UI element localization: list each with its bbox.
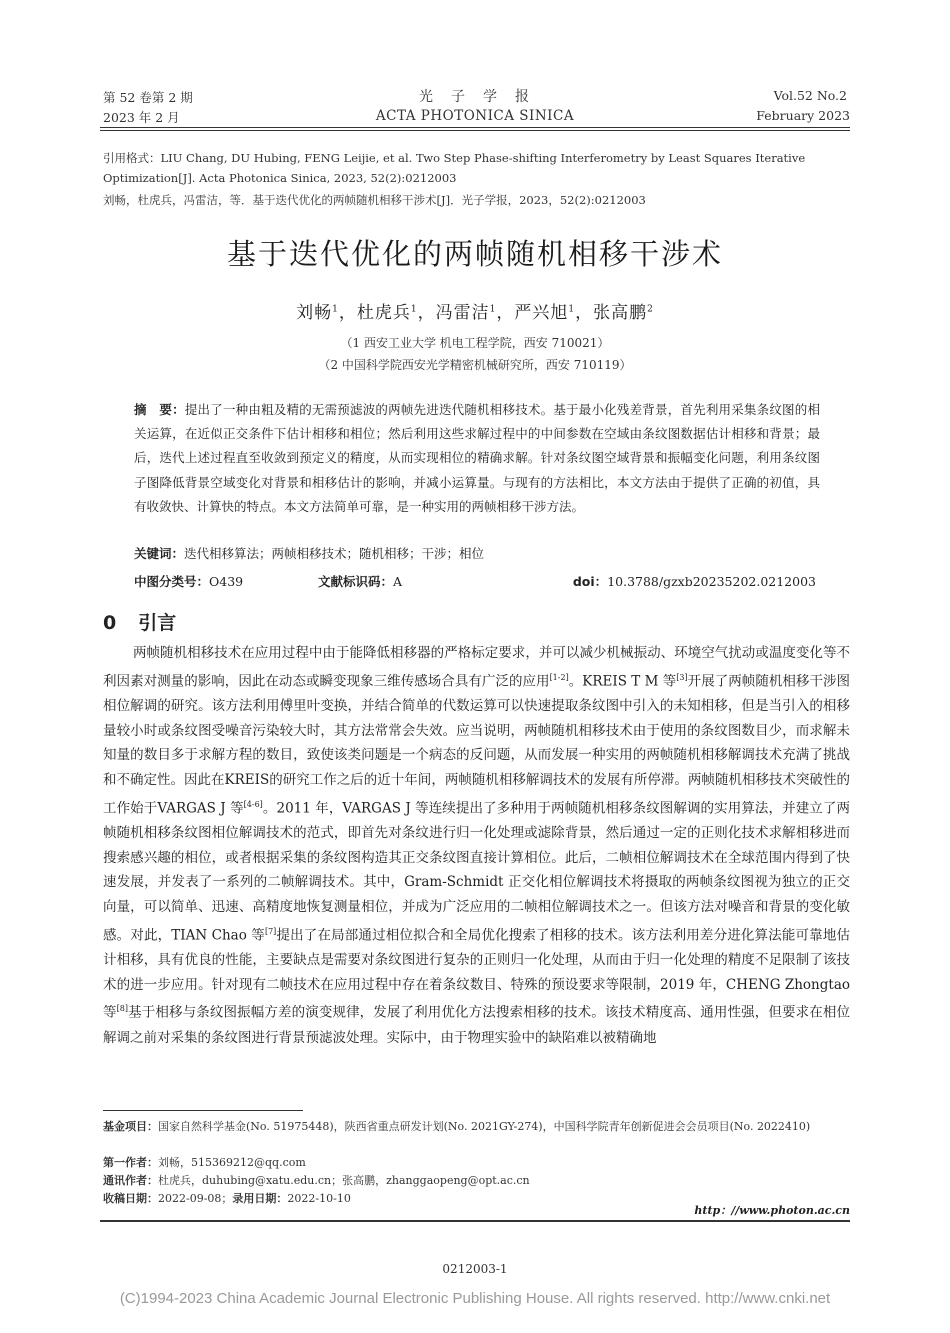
copyright-watermark: (C)1994-2023 China Academic Journal Electronic Publishing House. All rights reserved. http://www.cnki.net: [119, 1290, 831, 1307]
keywords-text: 迭代相移算法；两帧相移技术；随机相移；干涉；相位: [184, 546, 485, 561]
first-author-note: 第一作者：刘畅，515369212@qq.com: [103, 1156, 306, 1169]
author: 严兴旭: [514, 303, 569, 323]
reference-link[interactable]: [4-6]: [243, 799, 263, 809]
keywords: 关键词：迭代相移算法；两帧相移技术；随机相移；干涉；相位: [134, 546, 485, 561]
journal-name-en: ACTA PHOTONICA SINICA: [375, 108, 575, 124]
reference-link[interactable]: [8]: [116, 1004, 128, 1014]
author: 冯雷洁: [435, 303, 490, 323]
reference-link[interactable]: [7]: [264, 926, 277, 936]
section-heading: [103, 608, 176, 635]
abstract: [134, 398, 820, 519]
journal-issue: 第 52 卷第 2 期: [103, 90, 193, 105]
volume-info: Vol.52 No.2: [773, 88, 847, 103]
journal-date: 2023 年 2 月: [103, 110, 180, 125]
author: 刘畅: [296, 303, 333, 323]
journal-name-cn: 光 子 学 报: [419, 89, 531, 105]
section-title: 引言: [138, 612, 177, 634]
abstract-text: 提出了一种由粗及精的无需预滤波的两帧先进迭代随机相移技术。基于最小化残差背景，首先利用采集条纹图的相关运算，在近似正交条件下估计相移和相位；然后利用这些求解过程中的中间参数在空域由条纹图数据估计相移和背景；最后，迭代上述过程直至收敛到预定义的精度，从而实现相位的精确求解。针对条纹图空域背景和振幅变化问题，利用条纹图子图降低背景空域变化对背景和相移估计的影响，并减小运算量。与现有的方法相比，本文方法由于提供了正确的初值，具有收敛快、计算快的特点。本文方法简单可靠，是一种实用的两帧相移干涉方法。: [134, 402, 820, 514]
body-paragraph: 两帧随机相移技术在应用过程中由于能降低相移器的严格标定要求，并可以减少机械振动、环境空气扰动或温度变化等不利因素对测量的影响，因此在动态或瞬变现象三维传感场合具有广泛的应用[1-2]。KREIS T M 等[3]开展了两帧随机相移干涉图相位解调的研究。该方法利用傅里叶变换，并结合简单的代数运算可以快速提取条纹图中引入的未知相移，但是当引入的相移量较小时或条纹图受噪音污染较大时，其方法常常会失效。应当说明，两帧随机相移技术由于使用的条纹图数目少，而求解未知量的数目多于求解方程的数目，致使该类问题是一个病态的反问题，从而发展一种实用的两帧随机相移解调技术充满了挑战和不确定性。因此在KREIS的研究工作之后的近十年间，两帧随机相移解调技术的发展有所停滞。两帧随机相移技术突破性的工作始于VARGAS J 等[4-6]。2011 年，VARGAS J 等连续提出了多种用于两帧随机相移条纹图解调的实用算法，并建立了两帧随机相移条纹图相位解调技术的范式，即首先对条纹进行归一化处理或滤除背景，然后通过一定的正则化技术求解相移进而搜索感兴趣的相位，或者根据采集的条纹图构造其正交条纹图直接计算相位。此后，二帧相位解调技术在全球范围内得到了快速发展，并发表了一系列的二帧解调技术。其中，Gram-Schmidt 正交化相位解调技术将摄取的两帧条纹图视为独立的正交向量，可以简单、迅速、高精度地恢复测量相位，并成为广泛应用的二帧相位解调技术之一。但该方法对噪音和背景的变化敏感。对此，TIAN Chao 等[7]提出了在局部通过相位拟合和全局优化搜索了相移的技术。该方法利用差分进化算法能可靠地估计相移，具有优良的性能，主要缺点是需要对条纹图进行复杂的正则归一化处理，从而由于归一化处理的精度不足限制了该技术的进一步应用。针对现有二帧技术在应用过程中存在着条纹数目、特殊的预设要求等限制，2019 年，CHENG Zhongtao 等[8]基于相移与条纹图振幅方差的演变规律，发展了利用优化方法搜索相移的技术。该技术精度高、通用性强，但要求在相位解调之前对采集的条纹图进行背景预滤波处理。实际中，由于物理实验中的缺陷难以被精确地: [103, 645, 851, 1046]
citation-en: 引用格式：LIU Chang, DU Hubing, FENG Leijie, et al. Two Step Phase-shifting Interferometry by Least Squares Iterative Optimization[J]. Acta Photonica Sinica, 2023, 52(2):0212003: [103, 151, 806, 185]
affiliation-2: （2 中国科学院西安光学精密机械研究所，西安 710119）: [318, 358, 632, 372]
author-list: 刘畅$^1$，杜虎兵$^1$，冯雷洁$^1$，严兴旭$^1$，张高鹏$^2$: [296, 303, 654, 323]
issue-month: February 2023: [756, 108, 850, 123]
section-number: 0: [103, 612, 117, 634]
paper-title: 基于迭代优化的两帧随机相移干涉术: [226, 237, 723, 271]
footnote-rule: [103, 1110, 303, 1111]
abstract-label: 摘 要：: [134, 402, 185, 417]
header-rule-1: [100, 127, 850, 128]
page-number: 0212003-1: [442, 1262, 508, 1276]
reference-link[interactable]: [1-2]: [549, 672, 569, 682]
fund-note: 基金项目：国家自然科学基金(No. 51975448)，陕西省重点研发计划(No. 2021GY-274)，中国科学院青年创新促进会会员项目(No. 2022410): [103, 1120, 811, 1133]
corresponding-author-note: 通讯作者：杜虎兵，duhubing@xatu.edu.cn；张高鹏，zhanggaopeng@opt.ac.cn: [103, 1174, 530, 1187]
citation-cn: 刘畅，杜虎兵，冯雷洁，等．基于迭代优化的两帧随机相移干涉术[J]．光子学报，2023，52(2):0212003: [103, 193, 646, 207]
clc-number: 中图分类号：O439: [134, 574, 244, 589]
doi: doi：10.3788/gzxb20235202.0212003: [572, 574, 816, 589]
dates-note: 收稿日期：2022-09-08；录用日期：2022-10-10: [103, 1192, 351, 1205]
affiliation-1: （1 西安工业大学 机电工程学院，西安 710021）: [340, 336, 610, 350]
header-rule-2: [100, 130, 850, 131]
reference-link[interactable]: [3]: [676, 672, 688, 682]
doi-link[interactable]: 10.3788/gzxb20235202.0212003: [607, 574, 816, 589]
journal-url[interactable]: http：//www.photon.ac.cn: [694, 1204, 850, 1217]
author: 张高鹏: [593, 303, 648, 323]
footer-rule: [100, 1220, 850, 1222]
author: 杜虎兵: [356, 303, 411, 323]
document-code: 文献标识码：A: [318, 574, 403, 589]
